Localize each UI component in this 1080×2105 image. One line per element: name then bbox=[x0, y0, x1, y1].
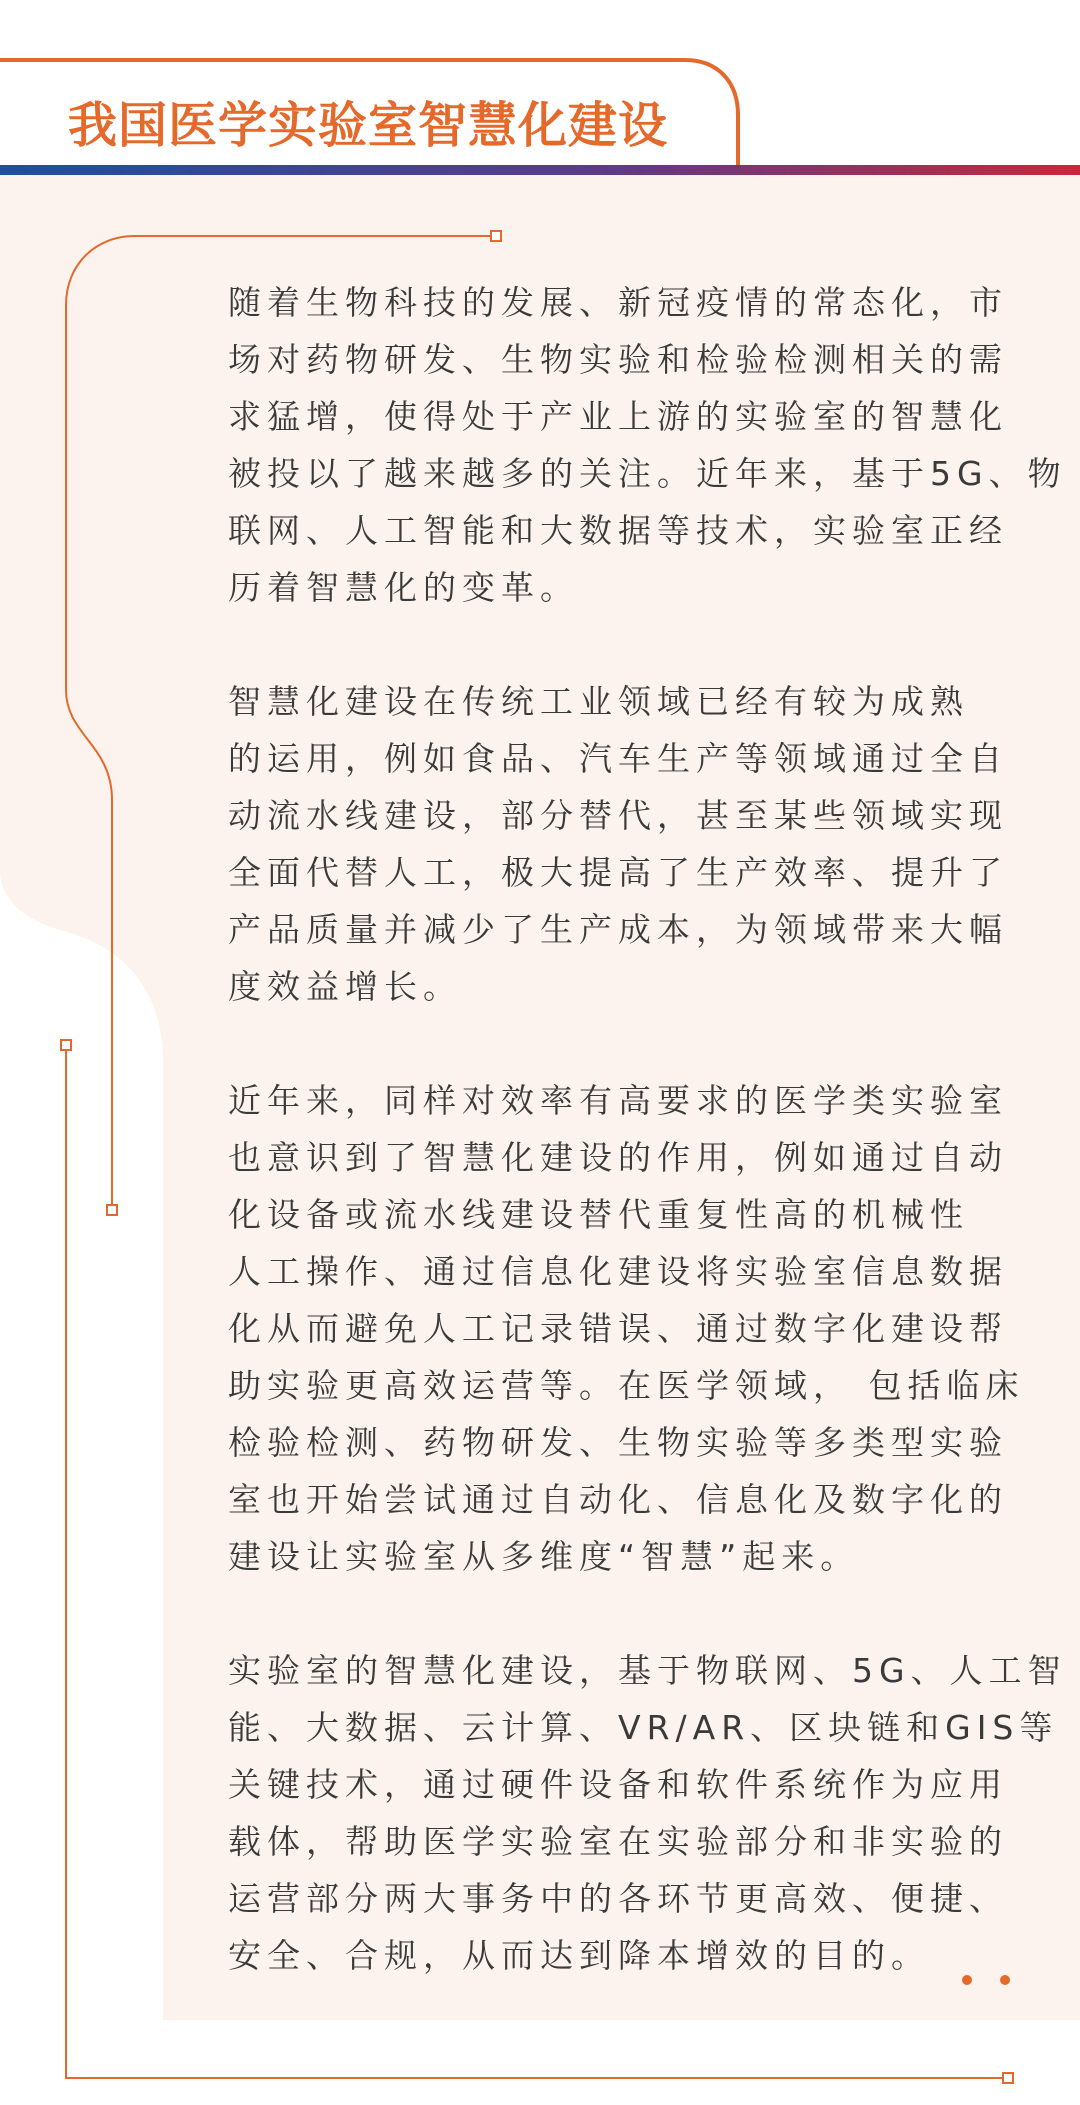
text-line: 能、大数据、云计算、VR/AR、区块链和GIS等 bbox=[228, 1708, 1059, 1747]
text-line: 关键技术，通过硬件设备和软件系统作为应用 bbox=[228, 1765, 1008, 1804]
article-body bbox=[228, 274, 1067, 2041]
paragraph-2 bbox=[228, 673, 1038, 1015]
paragraph-3 bbox=[228, 1072, 1038, 1585]
paragraph-1 bbox=[228, 274, 1067, 616]
text-line: 化从而避免人工记录错误、通过数字化建设帮 bbox=[228, 1309, 1008, 1348]
text-line: 动流水线建设，部分替代，甚至某些领域实现 bbox=[228, 796, 1008, 835]
text-line: 被投以了越来越多的关注。近年来，基于5G、物 bbox=[228, 454, 1067, 493]
text-line: 全面代替人工，极大提高了生产效率、提升了 bbox=[228, 853, 1008, 892]
upper-frame-square-bottom bbox=[107, 1205, 117, 1215]
text-line: 实验室的智慧化建设，基于物联网、5G、人工智 bbox=[228, 1651, 1067, 1690]
lower-frame-square-right bbox=[1003, 2073, 1013, 2083]
text-line: 智慧化建设在传统工业领域已经有较为成熟 bbox=[228, 682, 969, 721]
text-line: 室也开始尝试通过自动化、信息化及数字化的 bbox=[228, 1480, 1008, 1519]
text-line: 近年来，同样对效率有高要求的医学类实验室 bbox=[228, 1081, 1008, 1120]
text-line: 检验检测、药物研发、生物实验等多类型实验 bbox=[228, 1423, 1008, 1462]
title-gradient-bar bbox=[0, 165, 1080, 175]
text-line: 求猛增，使得处于产业上游的实验室的智慧化 bbox=[228, 397, 1008, 436]
text-line: 的运用，例如食品、汽车生产等领域通过全自 bbox=[228, 739, 1008, 778]
text-line: 产品质量并减少了生产成本，为领域带来大幅 bbox=[228, 910, 1008, 949]
text-line: 化设备或流水线建设替代重复性高的机械性 bbox=[228, 1195, 969, 1234]
dot-icon bbox=[962, 1975, 972, 1985]
text-line: 助实验更高效运营等。在医学领域， 包括临床 bbox=[228, 1366, 1025, 1405]
text-line: 联网、人工智能和大数据等技术，实验室正经 bbox=[228, 511, 1008, 550]
page-title: 我国医学实验室智慧化建设 bbox=[68, 97, 669, 154]
text-line: 载体，帮助医学实验室在实验部分和非实验的 bbox=[228, 1822, 1008, 1861]
text-line: 随着生物科技的发展、新冠疫情的常态化，市 bbox=[228, 283, 1008, 322]
dot-icon bbox=[1000, 1975, 1010, 1985]
text-line: 度效益增长。 bbox=[228, 967, 462, 1006]
text-line: 运营部分两大事务中的各环节更高效、便捷、 bbox=[228, 1879, 1008, 1918]
upper-frame-square-top bbox=[491, 231, 501, 241]
text-line: 建设让实验室从多维度“智慧”起来。 bbox=[228, 1537, 860, 1576]
paragraph-4 bbox=[228, 1642, 1067, 1984]
text-line: 场对药物研发、生物实验和检验检测相关的需 bbox=[228, 340, 1008, 379]
text-line: 也意识到了智慧化建设的作用，例如通过自动 bbox=[228, 1138, 1008, 1177]
text-line: 人工操作、通过信息化建设将实验室信息数据 bbox=[228, 1252, 1008, 1291]
text-line: 安全、合规，从而达到降本增效的目的。 bbox=[228, 1936, 930, 1975]
text-line: 历着智慧化的变革。 bbox=[228, 568, 579, 607]
lower-frame-square-top bbox=[61, 1040, 71, 1050]
